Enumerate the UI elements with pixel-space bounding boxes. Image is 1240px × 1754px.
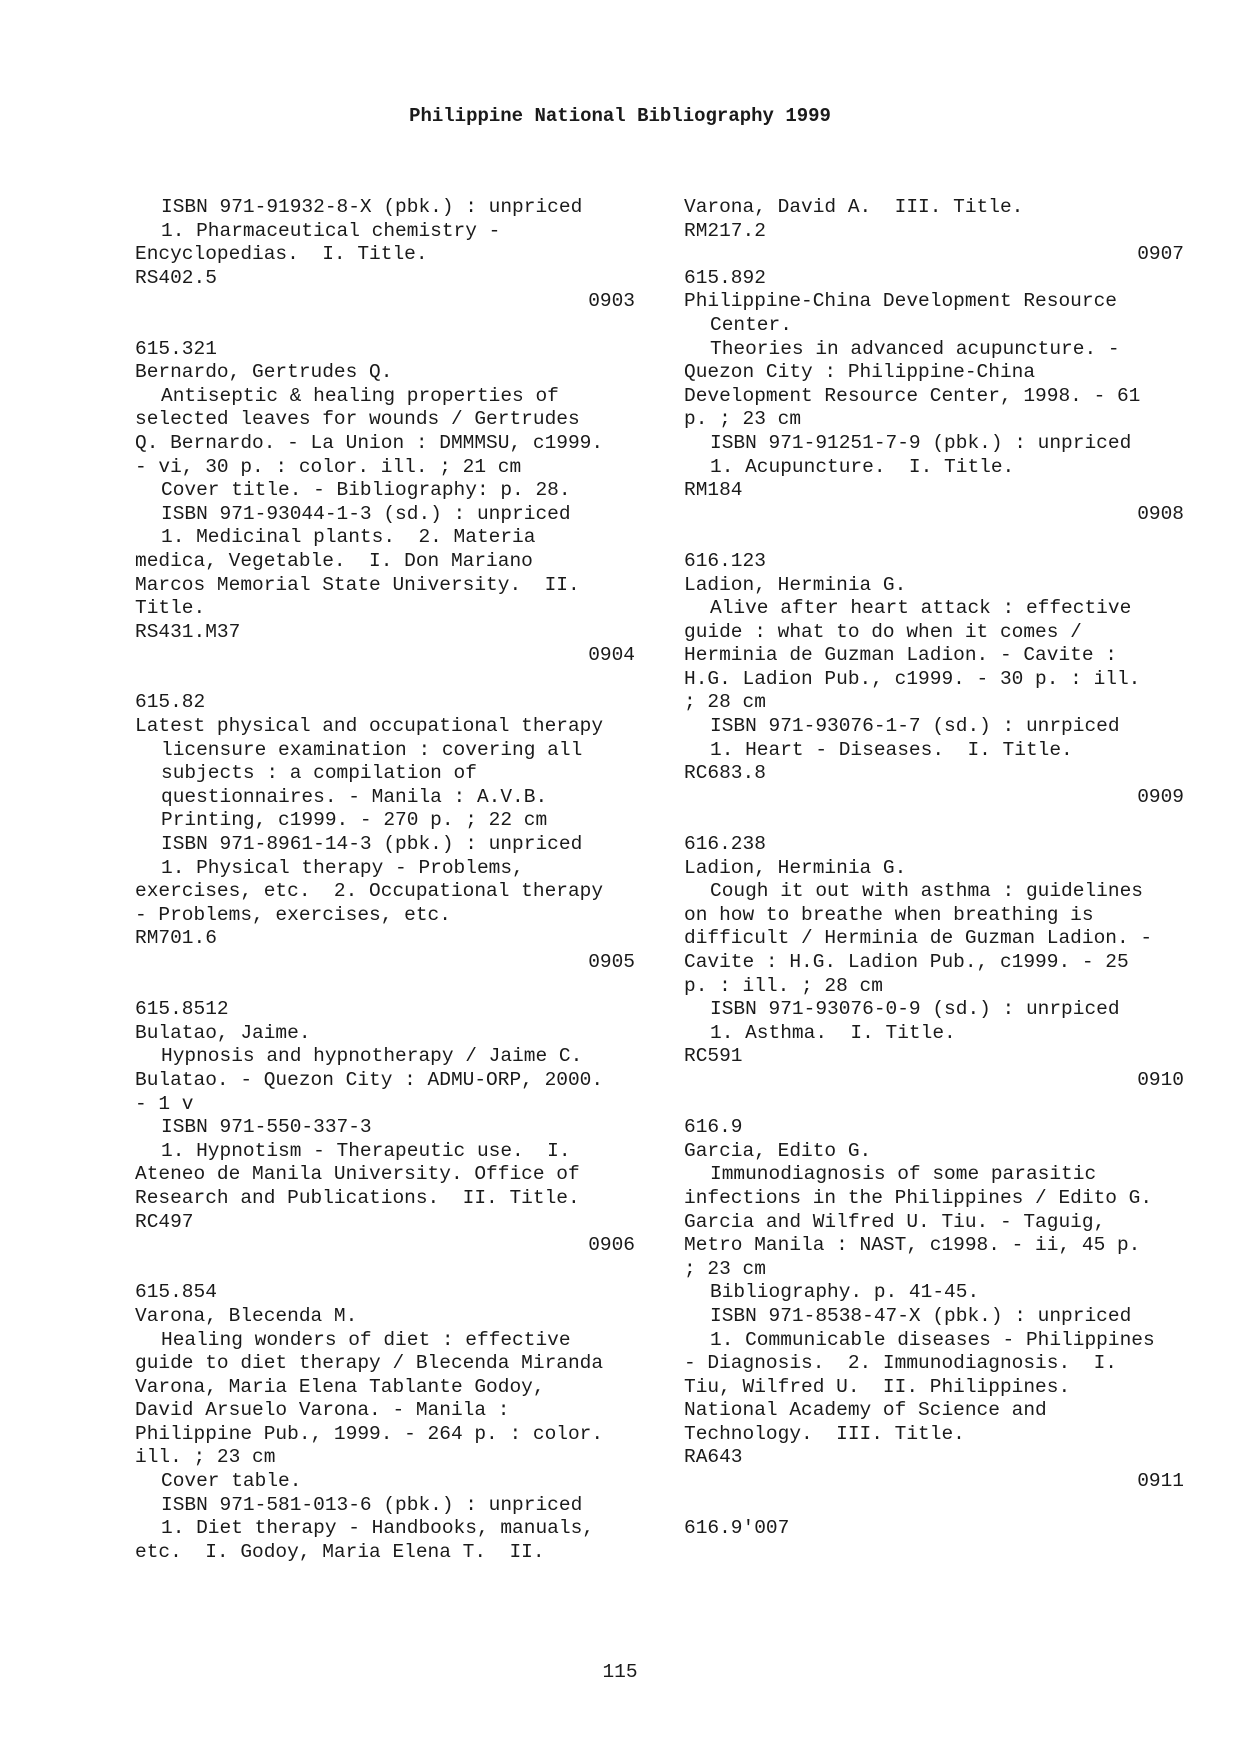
entry-line: Development Resource Center, 1998. - 61 [684,384,1141,407]
entry-line: ISBN 971-581-013-6 (pbk.) : unpriced [161,1493,583,1516]
entry-line: licensure examination : covering all [161,738,583,761]
entry-line: - Diagnosis. 2. Immunodiagnosis. I. [684,1352,1117,1375]
entry-line: - 1 v [135,1092,194,1115]
entry-line: 615.321 [135,337,217,360]
entry-line: Alive after heart attack : effective [710,597,1132,620]
entry-line: etc. I. Godoy, Maria Elena T. II. [135,1540,545,1563]
entry-line: questionnaires. - Manila : A.V.B. [161,785,548,808]
entry-line: 1. Medicinal plants. 2. Materia [161,526,536,549]
entry-line: Quezon City : Philippine-China [684,361,1036,384]
entry-line: ISBN 971-550-337-3 [161,1116,372,1139]
entry-line: RM701.6 [135,927,217,950]
blank-line [135,314,635,338]
entry-line: 1. Physical therapy - Problems, [161,856,524,879]
entry-line: Metro Manila : NAST, c1998. - ii, 45 p. [684,1234,1141,1257]
entry-line: selected leaves for wounds / Gertrudes [135,408,580,431]
entry-line: RM184 [684,479,743,502]
entry-line: 1. Diet therapy - Handbooks, manuals, [161,1517,594,1540]
entry-line: Ateneo de Manila University. Office of [135,1163,580,1186]
page-title: Philippine National Bibliography 1999 [409,105,831,127]
entry-line: ISBN 971-93044-1-3 (sd.) : unpriced [161,502,571,525]
entry-line: ISBN 971-8961-14-3 (pbk.) : unpriced [161,833,583,856]
entry-line: Printing, c1999. - 270 p. ; 22 cm [161,809,548,832]
entry-line: RA643 [684,1446,743,1469]
entry-line: medica, Vegetable. I. Don Mariano [135,549,533,572]
entry-line: Garcia and Wilfred U. Tiu. - Taguig, [684,1210,1106,1233]
entry-line: 1. Asthma. I. Title. [710,1021,956,1044]
entry-line: Research and Publications. II. Title. [135,1186,580,1209]
entry-line: - Problems, exercises, etc. [135,903,451,926]
record-number: 0903 [588,290,635,313]
entry-line: Title. [135,597,206,620]
entry-line: ill. ; 23 cm [135,1446,276,1469]
entry-line: 616.9 [684,1116,743,1139]
entry-line: Bernardo, Gertrudes Q. [135,361,393,384]
entry-line: ISBN 971-8538-47-X (pbk.) : unpriced [710,1304,1132,1327]
entry-line: Cover title. - Bibliography: p. 28. [161,479,571,502]
entry-line: Ladion, Herminia G. [684,573,907,596]
page-number: 115 [602,1661,638,1683]
entry-line: 616.123 [684,549,766,572]
blank-line [135,975,635,999]
blank-line [135,1258,635,1282]
entry-line: Immunodiagnosis of some parasitic [710,1163,1097,1186]
entry-line: 1. Communicable diseases - Philippines [710,1328,1155,1351]
record-number: 0909 [1137,785,1184,808]
entry-line: 615.82 [135,691,206,714]
entry-line: Bulatao, Jaime. [135,1021,311,1044]
blank-line [684,1093,1184,1117]
entry-line: guide to diet therapy / Blecenda Miranda [135,1352,604,1375]
entry-line: p. ; 23 cm [684,408,802,431]
entry-line: ; 28 cm [684,691,766,714]
entry-line: 1. Hypnotism - Therapeutic use. I. [161,1139,571,1162]
entry-line: exercises, etc. 2. Occupational therapy [135,880,604,903]
entry-line: Hypnosis and hypnotherapy / Jaime C. [161,1045,583,1068]
blank-line [135,668,635,692]
entry-line: Encyclopedias. I. Title. [135,243,428,266]
entry-line: Varona, Maria Elena Tablante Godoy, [135,1375,545,1398]
entry-line: ISBN 971-93076-0-9 (sd.) : unrpiced [710,998,1120,1021]
entry-line: Marcos Memorial State University. II. [135,573,580,596]
entry-line: Latest physical and occupational therapy [135,715,604,738]
entry-line: ISBN 971-91932-8-X (pbk.) : unpriced [161,196,583,218]
entry-line: Cover table. [161,1470,302,1493]
record-number: 0911 [1137,1470,1184,1493]
entry-line: Ladion, Herminia G. [684,856,907,879]
blank-line [684,809,1184,833]
entry-line: ; 23 cm [684,1257,766,1280]
entry-line: ISBN 971-91251-7-9 (pbk.) : unpriced [710,431,1132,454]
entry-line: Tiu, Wilfred U. II. Philippines. [684,1375,1071,1398]
entry-line: RC591 [684,1045,743,1068]
entry-line: Theories in advanced acupuncture. - [710,337,1120,360]
entry-line: Garcia, Edito G. [684,1139,872,1162]
entry-line: RS402.5 [135,266,217,289]
entry-line: guide : what to do when it comes / [684,620,1082,643]
record-number: 0908 [1137,502,1184,525]
entry-line: Varona, David A. III. Title. [684,196,1024,218]
entry-line: Q. Bernardo. - La Union : DMMMSU, c1999. [135,431,604,454]
entry-line: National Academy of Science and [684,1399,1047,1422]
entry-line: RM217.2 [684,219,766,242]
blank-line [684,1494,1184,1518]
entry-line: - vi, 30 p. : color. ill. ; 21 cm [135,455,522,478]
right-column [684,196,1184,1541]
entry-line: 616.238 [684,833,766,856]
record-number: 0904 [588,644,635,667]
entry-line: Bibliography. p. 41-45. [710,1281,980,1304]
entry-line: Bulatao. - Quezon City : ADMU-ORP, 2000. [135,1068,604,1091]
entry-line: Antiseptic & healing properties of [161,384,559,407]
entry-line: on how to breathe when breathing is [684,903,1094,926]
entry-line: 616.9'007 [684,1517,790,1540]
entry-line: Cavite : H.G. Ladion Pub., c1999. - 25 [684,951,1129,973]
record-number: 0907 [1137,243,1184,266]
entry-line: RC683.8 [684,762,766,785]
entry-line: 1. Heart - Diseases. I. Title. [710,738,1073,761]
entry-line: Herminia de Guzman Ladion. - Cavite : [684,644,1117,667]
entry-line: difficult / Herminia de Guzman Ladion. - [684,927,1153,950]
entry-line: RS431.M37 [135,620,241,643]
entry-line: infections in the Philippines / Edito G. [684,1186,1153,1209]
entry-line: 615.854 [135,1281,217,1304]
entry-line: Technology. III. Title. [684,1422,965,1445]
entry-line: p. : ill. ; 28 cm [684,974,883,997]
entry-line: 615.892 [684,266,766,289]
entry-line: Healing wonders of diet : effective [161,1328,571,1351]
entry-line: Cough it out with asthma : guidelines [710,880,1143,903]
entry-line: Philippine Pub., 1999. - 264 p. : color. [135,1422,604,1445]
entry-line: 1. Pharmaceutical chemistry - [161,219,501,242]
entry-line: RC497 [135,1210,194,1233]
entry-line: H.G. Ladion Pub., c1999. - 30 p. : ill. [684,667,1141,690]
entry-line: subjects : a compilation of [161,762,477,785]
entry-line: 1. Acupuncture. I. Title. [710,455,1015,478]
blank-line [684,526,1184,550]
left-column [135,196,635,1564]
entry-line: Varona, Blecenda M. [135,1304,358,1327]
record-number: 0906 [588,1234,635,1257]
entry-line: Philippine-China Development Resource [684,290,1117,313]
record-number: 0905 [588,951,635,973]
entry-line: ISBN 971-93076-1-7 (sd.) : unrpiced [710,715,1120,738]
entry-line: David Arsuelo Varona. - Manila : [135,1399,510,1422]
entry-line: Center. [710,313,792,336]
entry-line: 615.8512 [135,998,229,1021]
record-number: 0910 [1137,1068,1184,1091]
